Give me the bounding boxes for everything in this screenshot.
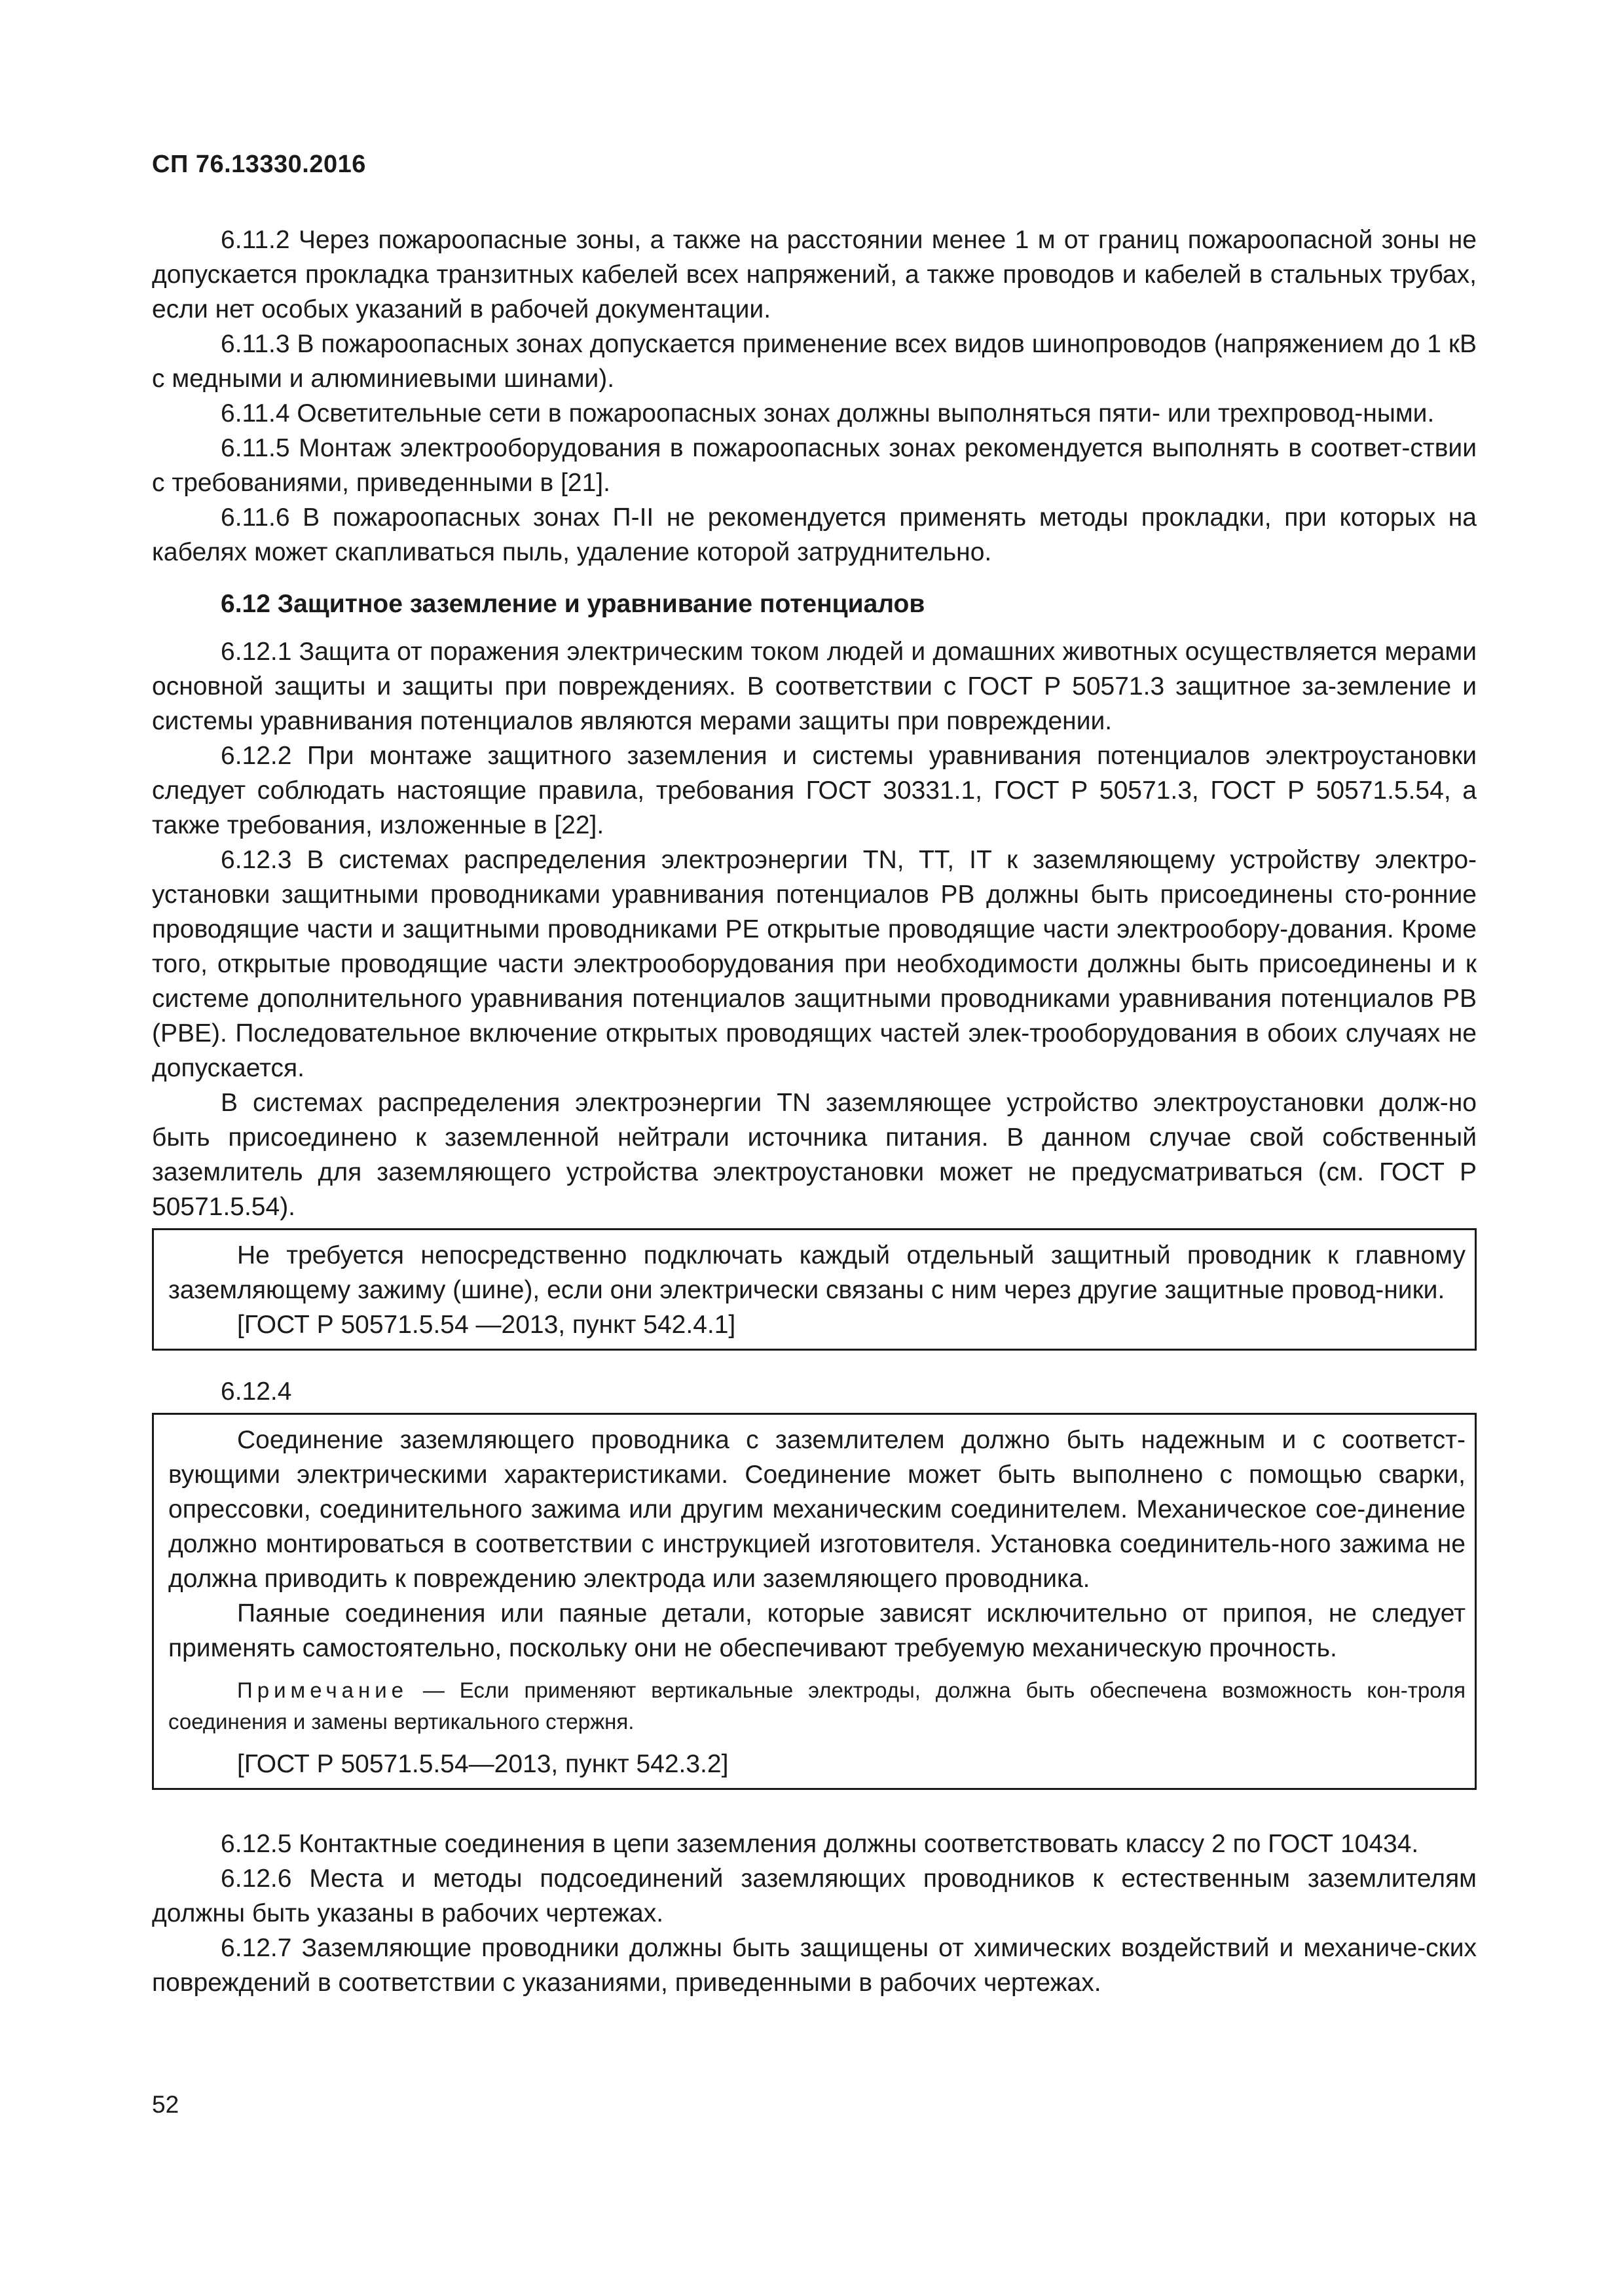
- quote-reference: [ГОСТ Р 50571.5.54—2013, пункт 542.3.2]: [237, 1750, 729, 1778]
- note-label: Примечание: [237, 1678, 409, 1702]
- paragraph-6-11-2: 6.11.2 Через пожароопасные зоны, а также на расстоянии менее 1 м от границ пожароопасной зоны не допускается прокладка транзитных кабелей всех напряжений, а также проводов и кабелей в стальных трубах, если нет особых указаний в рабочей документации.: [152, 226, 1477, 323]
- paragraph-6-11-5: 6.11.5 Монтаж электрооборудования в пожароопасных зонах рекомендуется выполнять в соответ-ствии с требованиями, приведенными в [21].: [152, 434, 1477, 497]
- section-heading-6-12: 6.12 Защитное заземление и уравнивание потенциалов: [221, 590, 925, 618]
- quote-box-gost-542-4-1: [152, 1228, 1477, 1351]
- paragraph-label-6-12-4: 6.12.4: [221, 1377, 292, 1406]
- document-body: [152, 223, 1477, 2000]
- paragraph-6-11-4: 6.11.4 Осветительные сети в пожароопасных зонах должны выполняться пяти- или трехпровод-ными.: [221, 399, 1435, 428]
- paragraph-6-12-2: 6.12.2 При монтаже защитного заземления и системы уравнивания потенциалов электроустановки следует соблюдать настоящие правила, требования ГОСТ 30331.1, ГОСТ Р 50571.3, ГОСТ Р 50571.5.54, а также требования, изложенные в [22].: [152, 742, 1477, 839]
- paragraph-6-12-1: 6.12.1 Защита от поражения электрическим током людей и домашних животных осуществляется мерами основной защиты и защиты при повреждениях. В соответствии с ГОСТ Р 50571.3 защитное за-земление и системы уравнивания потенциалов являются мерами защиты при повреждении.: [152, 638, 1477, 735]
- paragraph-6-11-3: 6.11.3 В пожароопасных зонах допускается применение всех видов шинопроводов (напряжением до 1 кВ с медными и алюминиевыми шинами).: [152, 330, 1477, 393]
- paragraph-6-12-5: 6.12.5 Контактные соединения в цепи заземления должны соответствовать классу 2 по ГОСТ 10434.: [221, 1830, 1419, 1858]
- quote-text: Соединение заземляющего проводника с заземлителем должно быть надежным и с соответст-вующими электрическими характеристиками. Соединение может быть выполнено с помощью сварки, опрессовки, соединительного зажима или другим механическим соединителем. Механическое сое-динение должно монтироваться в соответствии с инструкцией изготовителя. Установка соединитель-ного зажима не должна приводить к повреждению электрода или заземляющего проводника.: [168, 1426, 1466, 1593]
- note-text: — Если применяют вертикальные электроды, должна быть обеспечена возможность кон-троля соединения и замены вертикального стержня.: [168, 1678, 1466, 1734]
- quote-reference: [ГОСТ Р 50571.5.54 —2013, пункт 542.4.1]: [237, 1311, 736, 1339]
- note: [168, 1675, 1466, 1738]
- quote-text: Не требуется непосредственно подключать каждый отдельный защитный проводник к главному заземляющему зажиму (шине), если они электрически связаны с ним через другие защитные провод-ники.: [168, 1241, 1466, 1304]
- paragraph-6-11-6: 6.11.6 В пожароопасных зонах П-II не рекомендуется применять методы прокладки, при которых на кабелях может скапливаться пыль, удаление которой затруднительно.: [152, 503, 1477, 566]
- after-box-section: [152, 1827, 1477, 2000]
- paragraph-6-12-3-tn: В системах распределения электроэнергии TN заземляющее устройство электроустановки долж-но быть присоединено к заземленной нейтрали источника питания. В данном случае свой собственный заземлитель для заземляющего устройства электроустановки может не предусматриваться (см. ГОСТ Р 50571.5.54).: [152, 1089, 1477, 1221]
- paragraph-6-12-7: 6.12.7 Заземляющие проводники должны быть защищены от химических воздействий и механиче-ских повреждений в соответствии с указаниями, приведенными в рабочих чертежах.: [152, 1934, 1477, 1997]
- page-number: 52: [152, 2091, 179, 2118]
- paragraph-6-12-3: 6.12.3 В системах распределения электроэнергии TN, TT, IT к заземляющему устройству электро-установки защитными проводниками уравнивания потенциалов PB должны быть присоединены сто-ронние проводящие части и защитными проводниками PE открытые проводящие части электрообору-дования. Кроме того, открытые проводящие части электрооборудования при необходимости должны быть присоединены и к системе дополнительного уравнивания потенциалов защитными проводниками уравнивания потенциалов PB (PBE). Последовательное включение открытых проводящих частей элек-трооборудования в обоих случаях не допускается.: [152, 846, 1477, 1082]
- quote-box-gost-542-3-2: [152, 1413, 1477, 1790]
- document-page: [152, 0, 1477, 2296]
- paragraph-6-12-6: 6.12.6 Места и методы подсоединений заземляющих проводников к естественным заземлителям должны быть указаны в рабочих чертежах.: [152, 1865, 1477, 1927]
- document-code-header: СП 76.13330.2016: [152, 151, 366, 178]
- quote-text: Паяные соединения или паяные детали, которые зависят исключительно от припоя, не следует применять самостоятельно, поскольку они не обеспечивают требуемую механическую прочность.: [168, 1599, 1466, 1662]
